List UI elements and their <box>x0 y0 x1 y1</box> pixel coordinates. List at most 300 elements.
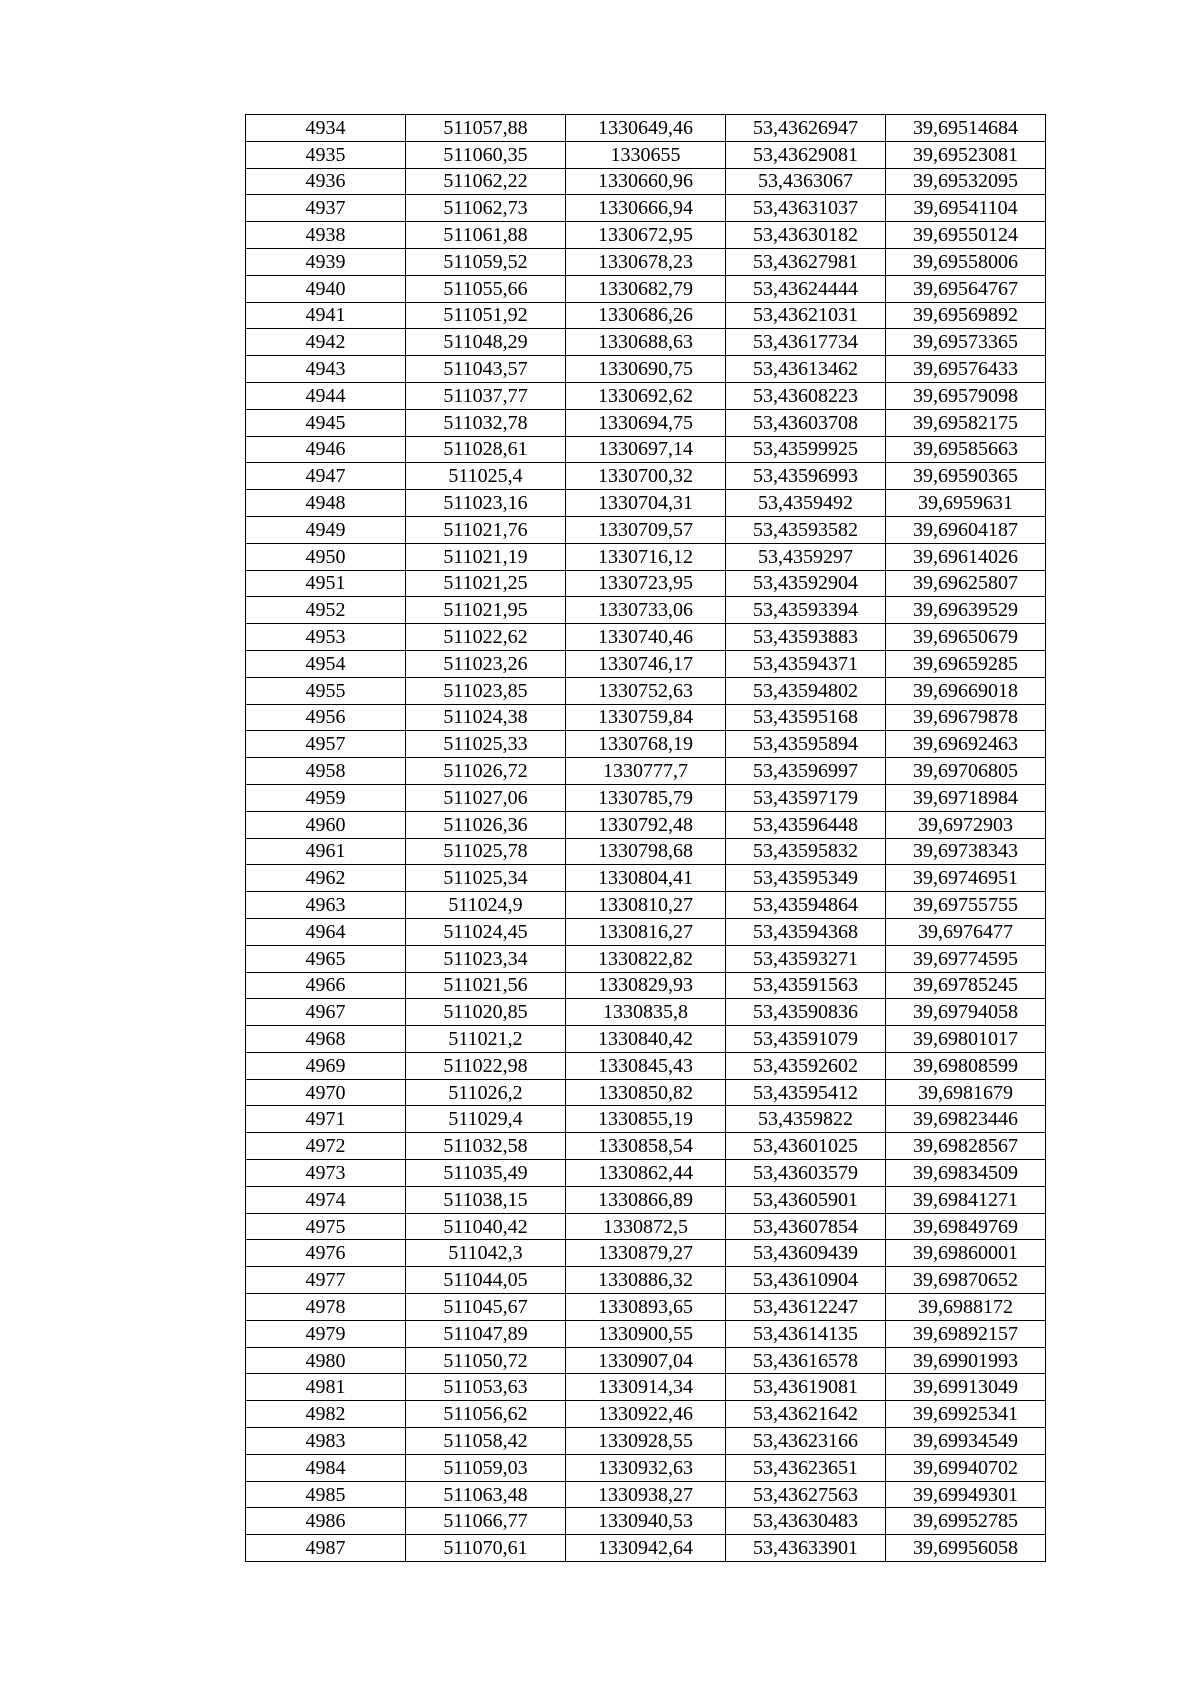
x-coordinate-cell: 511024,38 <box>406 704 566 731</box>
table-row <box>246 918 1046 945</box>
latitude-cell: 53,43594802 <box>726 677 886 704</box>
x-coordinate-cell: 511022,62 <box>406 624 566 651</box>
x-coordinate-cell: 511026,36 <box>406 811 566 838</box>
latitude-cell: 53,43595412 <box>726 1079 886 1106</box>
point-number-cell: 4983 <box>246 1428 406 1455</box>
point-number-cell: 4944 <box>246 382 406 409</box>
longitude-cell: 39,69746951 <box>886 865 1046 892</box>
point-number-cell: 4971 <box>246 1106 406 1133</box>
y-coordinate-cell: 1330686,26 <box>566 302 726 329</box>
latitude-cell: 53,43624444 <box>726 275 886 302</box>
latitude-cell: 53,43596997 <box>726 758 886 785</box>
latitude-cell: 53,4359822 <box>726 1106 886 1133</box>
table-row <box>246 999 1046 1026</box>
latitude-cell: 53,43594368 <box>726 918 886 945</box>
x-coordinate-cell: 511021,25 <box>406 570 566 597</box>
table-row <box>246 972 1046 999</box>
latitude-cell: 53,43610904 <box>726 1267 886 1294</box>
y-coordinate-cell: 1330768,19 <box>566 731 726 758</box>
latitude-cell: 53,43608223 <box>726 382 886 409</box>
table-row <box>246 1535 1046 1562</box>
x-coordinate-cell: 511022,98 <box>406 1052 566 1079</box>
latitude-cell: 53,43621642 <box>726 1401 886 1428</box>
longitude-cell: 39,69523081 <box>886 141 1046 168</box>
table-row <box>246 1026 1046 1053</box>
x-coordinate-cell: 511037,77 <box>406 382 566 409</box>
longitude-cell: 39,69901993 <box>886 1347 1046 1374</box>
y-coordinate-cell: 1330855,19 <box>566 1106 726 1133</box>
x-coordinate-cell: 511061,88 <box>406 222 566 249</box>
point-number-cell: 4943 <box>246 356 406 383</box>
x-coordinate-cell: 511028,61 <box>406 436 566 463</box>
table-row <box>246 1428 1046 1455</box>
y-coordinate-cell: 1330672,95 <box>566 222 726 249</box>
x-coordinate-cell: 511025,4 <box>406 463 566 490</box>
y-coordinate-cell: 1330804,41 <box>566 865 726 892</box>
table-row <box>246 704 1046 731</box>
x-coordinate-cell: 511025,34 <box>406 865 566 892</box>
y-coordinate-cell: 1330922,46 <box>566 1401 726 1428</box>
x-coordinate-cell: 511058,42 <box>406 1428 566 1455</box>
x-coordinate-cell: 511024,45 <box>406 918 566 945</box>
point-number-cell: 4940 <box>246 275 406 302</box>
latitude-cell: 53,43621031 <box>726 302 886 329</box>
y-coordinate-cell: 1330938,27 <box>566 1481 726 1508</box>
latitude-cell: 53,43626947 <box>726 115 886 142</box>
y-coordinate-cell: 1330893,65 <box>566 1294 726 1321</box>
point-number-cell: 4942 <box>246 329 406 356</box>
longitude-cell: 39,69870652 <box>886 1267 1046 1294</box>
table-row <box>246 248 1046 275</box>
y-coordinate-cell: 1330704,31 <box>566 490 726 517</box>
table-row <box>246 1240 1046 1267</box>
point-number-cell: 4984 <box>246 1454 406 1481</box>
x-coordinate-cell: 511024,9 <box>406 892 566 919</box>
latitude-cell: 53,43590836 <box>726 999 886 1026</box>
table-row <box>246 1401 1046 1428</box>
y-coordinate-cell: 1330900,55 <box>566 1320 726 1347</box>
table-row <box>246 356 1046 383</box>
point-number-cell: 4964 <box>246 918 406 945</box>
x-coordinate-cell: 511038,15 <box>406 1186 566 1213</box>
table-row <box>246 275 1046 302</box>
latitude-cell: 53,43633901 <box>726 1535 886 1562</box>
longitude-cell: 39,6981679 <box>886 1079 1046 1106</box>
table-row <box>246 650 1046 677</box>
longitude-cell: 39,69934549 <box>886 1428 1046 1455</box>
longitude-cell: 39,69841271 <box>886 1186 1046 1213</box>
longitude-cell: 39,6959631 <box>886 490 1046 517</box>
latitude-cell: 53,43592602 <box>726 1052 886 1079</box>
latitude-cell: 53,43616578 <box>726 1347 886 1374</box>
point-number-cell: 4965 <box>246 945 406 972</box>
latitude-cell: 53,43603579 <box>726 1160 886 1187</box>
latitude-cell: 53,43593883 <box>726 624 886 651</box>
point-number-cell: 4938 <box>246 222 406 249</box>
latitude-cell: 53,43593271 <box>726 945 886 972</box>
x-coordinate-cell: 511056,62 <box>406 1401 566 1428</box>
x-coordinate-cell: 511053,63 <box>406 1374 566 1401</box>
longitude-cell: 39,69860001 <box>886 1240 1046 1267</box>
point-number-cell: 4977 <box>246 1267 406 1294</box>
longitude-cell: 39,69550124 <box>886 222 1046 249</box>
longitude-cell: 39,69579098 <box>886 382 1046 409</box>
table-row <box>246 543 1046 570</box>
table-row <box>246 1160 1046 1187</box>
latitude-cell: 53,43627563 <box>726 1481 886 1508</box>
y-coordinate-cell: 1330740,46 <box>566 624 726 651</box>
y-coordinate-cell: 1330752,63 <box>566 677 726 704</box>
y-coordinate-cell: 1330928,55 <box>566 1428 726 1455</box>
y-coordinate-cell: 1330690,75 <box>566 356 726 383</box>
latitude-cell: 53,43595168 <box>726 704 886 731</box>
point-number-cell: 4959 <box>246 784 406 811</box>
longitude-cell: 39,6976477 <box>886 918 1046 945</box>
point-number-cell: 4941 <box>246 302 406 329</box>
y-coordinate-cell: 1330840,42 <box>566 1026 726 1053</box>
y-coordinate-cell: 1330879,27 <box>566 1240 726 1267</box>
x-coordinate-cell: 511023,26 <box>406 650 566 677</box>
latitude-cell: 53,43619081 <box>726 1374 886 1401</box>
y-coordinate-cell: 1330716,12 <box>566 543 726 570</box>
longitude-cell: 39,69738343 <box>886 838 1046 865</box>
x-coordinate-cell: 511021,76 <box>406 516 566 543</box>
x-coordinate-cell: 511062,73 <box>406 195 566 222</box>
y-coordinate-cell: 1330759,84 <box>566 704 726 731</box>
point-number-cell: 4969 <box>246 1052 406 1079</box>
y-coordinate-cell: 1330886,32 <box>566 1267 726 1294</box>
point-number-cell: 4934 <box>246 115 406 142</box>
x-coordinate-cell: 511040,42 <box>406 1213 566 1240</box>
latitude-cell: 53,43630483 <box>726 1508 886 1535</box>
table-row <box>246 1133 1046 1160</box>
latitude-cell: 53,43597179 <box>726 784 886 811</box>
longitude-cell: 39,69679878 <box>886 704 1046 731</box>
x-coordinate-cell: 511025,33 <box>406 731 566 758</box>
point-number-cell: 4962 <box>246 865 406 892</box>
longitude-cell: 39,69564767 <box>886 275 1046 302</box>
table-row <box>246 570 1046 597</box>
longitude-cell: 39,69692463 <box>886 731 1046 758</box>
y-coordinate-cell: 1330907,04 <box>566 1347 726 1374</box>
point-number-cell: 4967 <box>246 999 406 1026</box>
latitude-cell: 53,43591079 <box>726 1026 886 1053</box>
y-coordinate-cell: 1330858,54 <box>566 1133 726 1160</box>
x-coordinate-cell: 511023,34 <box>406 945 566 972</box>
longitude-cell: 39,69755755 <box>886 892 1046 919</box>
table-row <box>246 1454 1046 1481</box>
table-row <box>246 624 1046 651</box>
longitude-cell: 39,69823446 <box>886 1106 1046 1133</box>
point-number-cell: 4958 <box>246 758 406 785</box>
latitude-cell: 53,43591563 <box>726 972 886 999</box>
latitude-cell: 53,4359492 <box>726 490 886 517</box>
table-row <box>246 1106 1046 1133</box>
longitude-cell: 39,69808599 <box>886 1052 1046 1079</box>
point-number-cell: 4956 <box>246 704 406 731</box>
longitude-cell: 39,69532095 <box>886 168 1046 195</box>
x-coordinate-cell: 511032,58 <box>406 1133 566 1160</box>
latitude-cell: 53,43609439 <box>726 1240 886 1267</box>
latitude-cell: 53,43614135 <box>726 1320 886 1347</box>
longitude-cell: 39,69849769 <box>886 1213 1046 1240</box>
y-coordinate-cell: 1330682,79 <box>566 275 726 302</box>
table-row <box>246 168 1046 195</box>
longitude-cell: 39,69706805 <box>886 758 1046 785</box>
latitude-cell: 53,43629081 <box>726 141 886 168</box>
point-number-cell: 4985 <box>246 1481 406 1508</box>
y-coordinate-cell: 1330777,7 <box>566 758 726 785</box>
x-coordinate-cell: 511042,3 <box>406 1240 566 1267</box>
y-coordinate-cell: 1330733,06 <box>566 597 726 624</box>
y-coordinate-cell: 1330829,93 <box>566 972 726 999</box>
x-coordinate-cell: 511032,78 <box>406 409 566 436</box>
longitude-cell: 39,69585663 <box>886 436 1046 463</box>
y-coordinate-cell: 1330655 <box>566 141 726 168</box>
point-number-cell: 4936 <box>246 168 406 195</box>
longitude-cell: 39,69913049 <box>886 1374 1046 1401</box>
point-number-cell: 4963 <box>246 892 406 919</box>
x-coordinate-cell: 511051,92 <box>406 302 566 329</box>
table-row <box>246 463 1046 490</box>
longitude-cell: 39,69940702 <box>886 1454 1046 1481</box>
table-row <box>246 141 1046 168</box>
longitude-cell: 39,69952785 <box>886 1508 1046 1535</box>
y-coordinate-cell: 1330914,34 <box>566 1374 726 1401</box>
longitude-cell: 39,69604187 <box>886 516 1046 543</box>
table-row <box>246 382 1046 409</box>
latitude-cell: 53,43605901 <box>726 1186 886 1213</box>
x-coordinate-cell: 511060,35 <box>406 141 566 168</box>
y-coordinate-cell: 1330798,68 <box>566 838 726 865</box>
x-coordinate-cell: 511055,66 <box>406 275 566 302</box>
y-coordinate-cell: 1330862,44 <box>566 1160 726 1187</box>
point-number-cell: 4946 <box>246 436 406 463</box>
point-number-cell: 4937 <box>246 195 406 222</box>
latitude-cell: 53,43594864 <box>726 892 886 919</box>
y-coordinate-cell: 1330746,17 <box>566 650 726 677</box>
x-coordinate-cell: 511023,16 <box>406 490 566 517</box>
latitude-cell: 53,43596448 <box>726 811 886 838</box>
table-row <box>246 784 1046 811</box>
longitude-cell: 39,69669018 <box>886 677 1046 704</box>
point-number-cell: 4966 <box>246 972 406 999</box>
latitude-cell: 53,43596993 <box>726 463 886 490</box>
y-coordinate-cell: 1330932,63 <box>566 1454 726 1481</box>
x-coordinate-cell: 511023,85 <box>406 677 566 704</box>
longitude-cell: 39,69925341 <box>886 1401 1046 1428</box>
y-coordinate-cell: 1330872,5 <box>566 1213 726 1240</box>
point-number-cell: 4986 <box>246 1508 406 1535</box>
point-number-cell: 4987 <box>246 1535 406 1562</box>
table-row <box>246 115 1046 142</box>
x-coordinate-cell: 511045,67 <box>406 1294 566 1321</box>
table-row <box>246 1186 1046 1213</box>
point-number-cell: 4954 <box>246 650 406 677</box>
y-coordinate-cell: 1330723,95 <box>566 570 726 597</box>
longitude-cell: 39,69774595 <box>886 945 1046 972</box>
coordinates-table <box>245 114 1046 1562</box>
longitude-cell: 39,69718984 <box>886 784 1046 811</box>
latitude-cell: 53,43607854 <box>726 1213 886 1240</box>
longitude-cell: 39,69828567 <box>886 1133 1046 1160</box>
longitude-cell: 39,69573365 <box>886 329 1046 356</box>
point-number-cell: 4953 <box>246 624 406 651</box>
point-number-cell: 4981 <box>246 1374 406 1401</box>
point-number-cell: 4948 <box>246 490 406 517</box>
longitude-cell: 39,69590365 <box>886 463 1046 490</box>
y-coordinate-cell: 1330666,94 <box>566 195 726 222</box>
latitude-cell: 53,43595894 <box>726 731 886 758</box>
table-row <box>246 1213 1046 1240</box>
latitude-cell: 53,43595349 <box>726 865 886 892</box>
table-row <box>246 1267 1046 1294</box>
table-row <box>246 1347 1046 1374</box>
point-number-cell: 4970 <box>246 1079 406 1106</box>
x-coordinate-cell: 511059,52 <box>406 248 566 275</box>
point-number-cell: 4975 <box>246 1213 406 1240</box>
table-row <box>246 1052 1046 1079</box>
latitude-cell: 53,43601025 <box>726 1133 886 1160</box>
point-number-cell: 4935 <box>246 141 406 168</box>
x-coordinate-cell: 511026,2 <box>406 1079 566 1106</box>
latitude-cell: 53,43617734 <box>726 329 886 356</box>
latitude-cell: 53,43603708 <box>726 409 886 436</box>
longitude-cell: 39,69892157 <box>886 1320 1046 1347</box>
y-coordinate-cell: 1330845,43 <box>566 1052 726 1079</box>
longitude-cell: 39,69569892 <box>886 302 1046 329</box>
y-coordinate-cell: 1330649,46 <box>566 115 726 142</box>
point-number-cell: 4978 <box>246 1294 406 1321</box>
x-coordinate-cell: 511021,56 <box>406 972 566 999</box>
y-coordinate-cell: 1330850,82 <box>566 1079 726 1106</box>
table-row <box>246 222 1046 249</box>
y-coordinate-cell: 1330697,14 <box>566 436 726 463</box>
table-row <box>246 597 1046 624</box>
longitude-cell: 39,6972903 <box>886 811 1046 838</box>
latitude-cell: 53,43595832 <box>726 838 886 865</box>
table-row <box>246 329 1046 356</box>
point-number-cell: 4949 <box>246 516 406 543</box>
table-row <box>246 677 1046 704</box>
y-coordinate-cell: 1330785,79 <box>566 784 726 811</box>
latitude-cell: 53,43631037 <box>726 195 886 222</box>
point-number-cell: 4955 <box>246 677 406 704</box>
latitude-cell: 53,43594371 <box>726 650 886 677</box>
longitude-cell: 39,69650679 <box>886 624 1046 651</box>
latitude-cell: 53,43627981 <box>726 248 886 275</box>
y-coordinate-cell: 1330692,62 <box>566 382 726 409</box>
latitude-cell: 53,43613462 <box>726 356 886 383</box>
latitude-cell: 53,43599925 <box>726 436 886 463</box>
point-number-cell: 4960 <box>246 811 406 838</box>
table-row <box>246 731 1046 758</box>
point-number-cell: 4951 <box>246 570 406 597</box>
table-row <box>246 1079 1046 1106</box>
y-coordinate-cell: 1330694,75 <box>566 409 726 436</box>
table-row <box>246 1508 1046 1535</box>
point-number-cell: 4939 <box>246 248 406 275</box>
y-coordinate-cell: 1330816,27 <box>566 918 726 945</box>
table-row <box>246 409 1046 436</box>
y-coordinate-cell: 1330678,23 <box>566 248 726 275</box>
longitude-cell: 39,69785245 <box>886 972 1046 999</box>
table-row <box>246 892 1046 919</box>
longitude-cell: 39,69659285 <box>886 650 1046 677</box>
table-row <box>246 1294 1046 1321</box>
longitude-cell: 39,69949301 <box>886 1481 1046 1508</box>
x-coordinate-cell: 511035,49 <box>406 1160 566 1187</box>
x-coordinate-cell: 511021,2 <box>406 1026 566 1053</box>
point-number-cell: 4979 <box>246 1320 406 1347</box>
x-coordinate-cell: 511062,22 <box>406 168 566 195</box>
point-number-cell: 4950 <box>246 543 406 570</box>
table-row <box>246 490 1046 517</box>
x-coordinate-cell: 511029,4 <box>406 1106 566 1133</box>
latitude-cell: 53,43623651 <box>726 1454 886 1481</box>
x-coordinate-cell: 511050,72 <box>406 1347 566 1374</box>
y-coordinate-cell: 1330822,82 <box>566 945 726 972</box>
longitude-cell: 39,69541104 <box>886 195 1046 222</box>
table-row <box>246 758 1046 785</box>
x-coordinate-cell: 511021,95 <box>406 597 566 624</box>
y-coordinate-cell: 1330700,32 <box>566 463 726 490</box>
longitude-cell: 39,69639529 <box>886 597 1046 624</box>
point-number-cell: 4972 <box>246 1133 406 1160</box>
y-coordinate-cell: 1330792,48 <box>566 811 726 838</box>
y-coordinate-cell: 1330835,8 <box>566 999 726 1026</box>
coordinates-table-body <box>246 115 1046 1562</box>
x-coordinate-cell: 511043,57 <box>406 356 566 383</box>
y-coordinate-cell: 1330660,96 <box>566 168 726 195</box>
x-coordinate-cell: 511057,88 <box>406 115 566 142</box>
table-row <box>246 516 1046 543</box>
y-coordinate-cell: 1330942,64 <box>566 1535 726 1562</box>
longitude-cell: 39,69576433 <box>886 356 1046 383</box>
longitude-cell: 39,69614026 <box>886 543 1046 570</box>
latitude-cell: 53,43612247 <box>726 1294 886 1321</box>
y-coordinate-cell: 1330940,53 <box>566 1508 726 1535</box>
x-coordinate-cell: 511059,03 <box>406 1454 566 1481</box>
y-coordinate-cell: 1330866,89 <box>566 1186 726 1213</box>
point-number-cell: 4957 <box>246 731 406 758</box>
x-coordinate-cell: 511026,72 <box>406 758 566 785</box>
table-row <box>246 811 1046 838</box>
longitude-cell: 39,6988172 <box>886 1294 1046 1321</box>
point-number-cell: 4947 <box>246 463 406 490</box>
point-number-cell: 4961 <box>246 838 406 865</box>
y-coordinate-cell: 1330810,27 <box>566 892 726 919</box>
longitude-cell: 39,69582175 <box>886 409 1046 436</box>
latitude-cell: 53,43593394 <box>726 597 886 624</box>
x-coordinate-cell: 511027,06 <box>406 784 566 811</box>
x-coordinate-cell: 511063,48 <box>406 1481 566 1508</box>
longitude-cell: 39,69794058 <box>886 999 1046 1026</box>
table-row <box>246 945 1046 972</box>
longitude-cell: 39,69834509 <box>886 1160 1046 1187</box>
x-coordinate-cell: 511070,61 <box>406 1535 566 1562</box>
point-number-cell: 4973 <box>246 1160 406 1187</box>
longitude-cell: 39,69514684 <box>886 115 1046 142</box>
table-row <box>246 1481 1046 1508</box>
longitude-cell: 39,69956058 <box>886 1535 1046 1562</box>
point-number-cell: 4952 <box>246 597 406 624</box>
latitude-cell: 53,43630182 <box>726 222 886 249</box>
point-number-cell: 4974 <box>246 1186 406 1213</box>
y-coordinate-cell: 1330709,57 <box>566 516 726 543</box>
latitude-cell: 53,4359297 <box>726 543 886 570</box>
point-number-cell: 4968 <box>246 1026 406 1053</box>
